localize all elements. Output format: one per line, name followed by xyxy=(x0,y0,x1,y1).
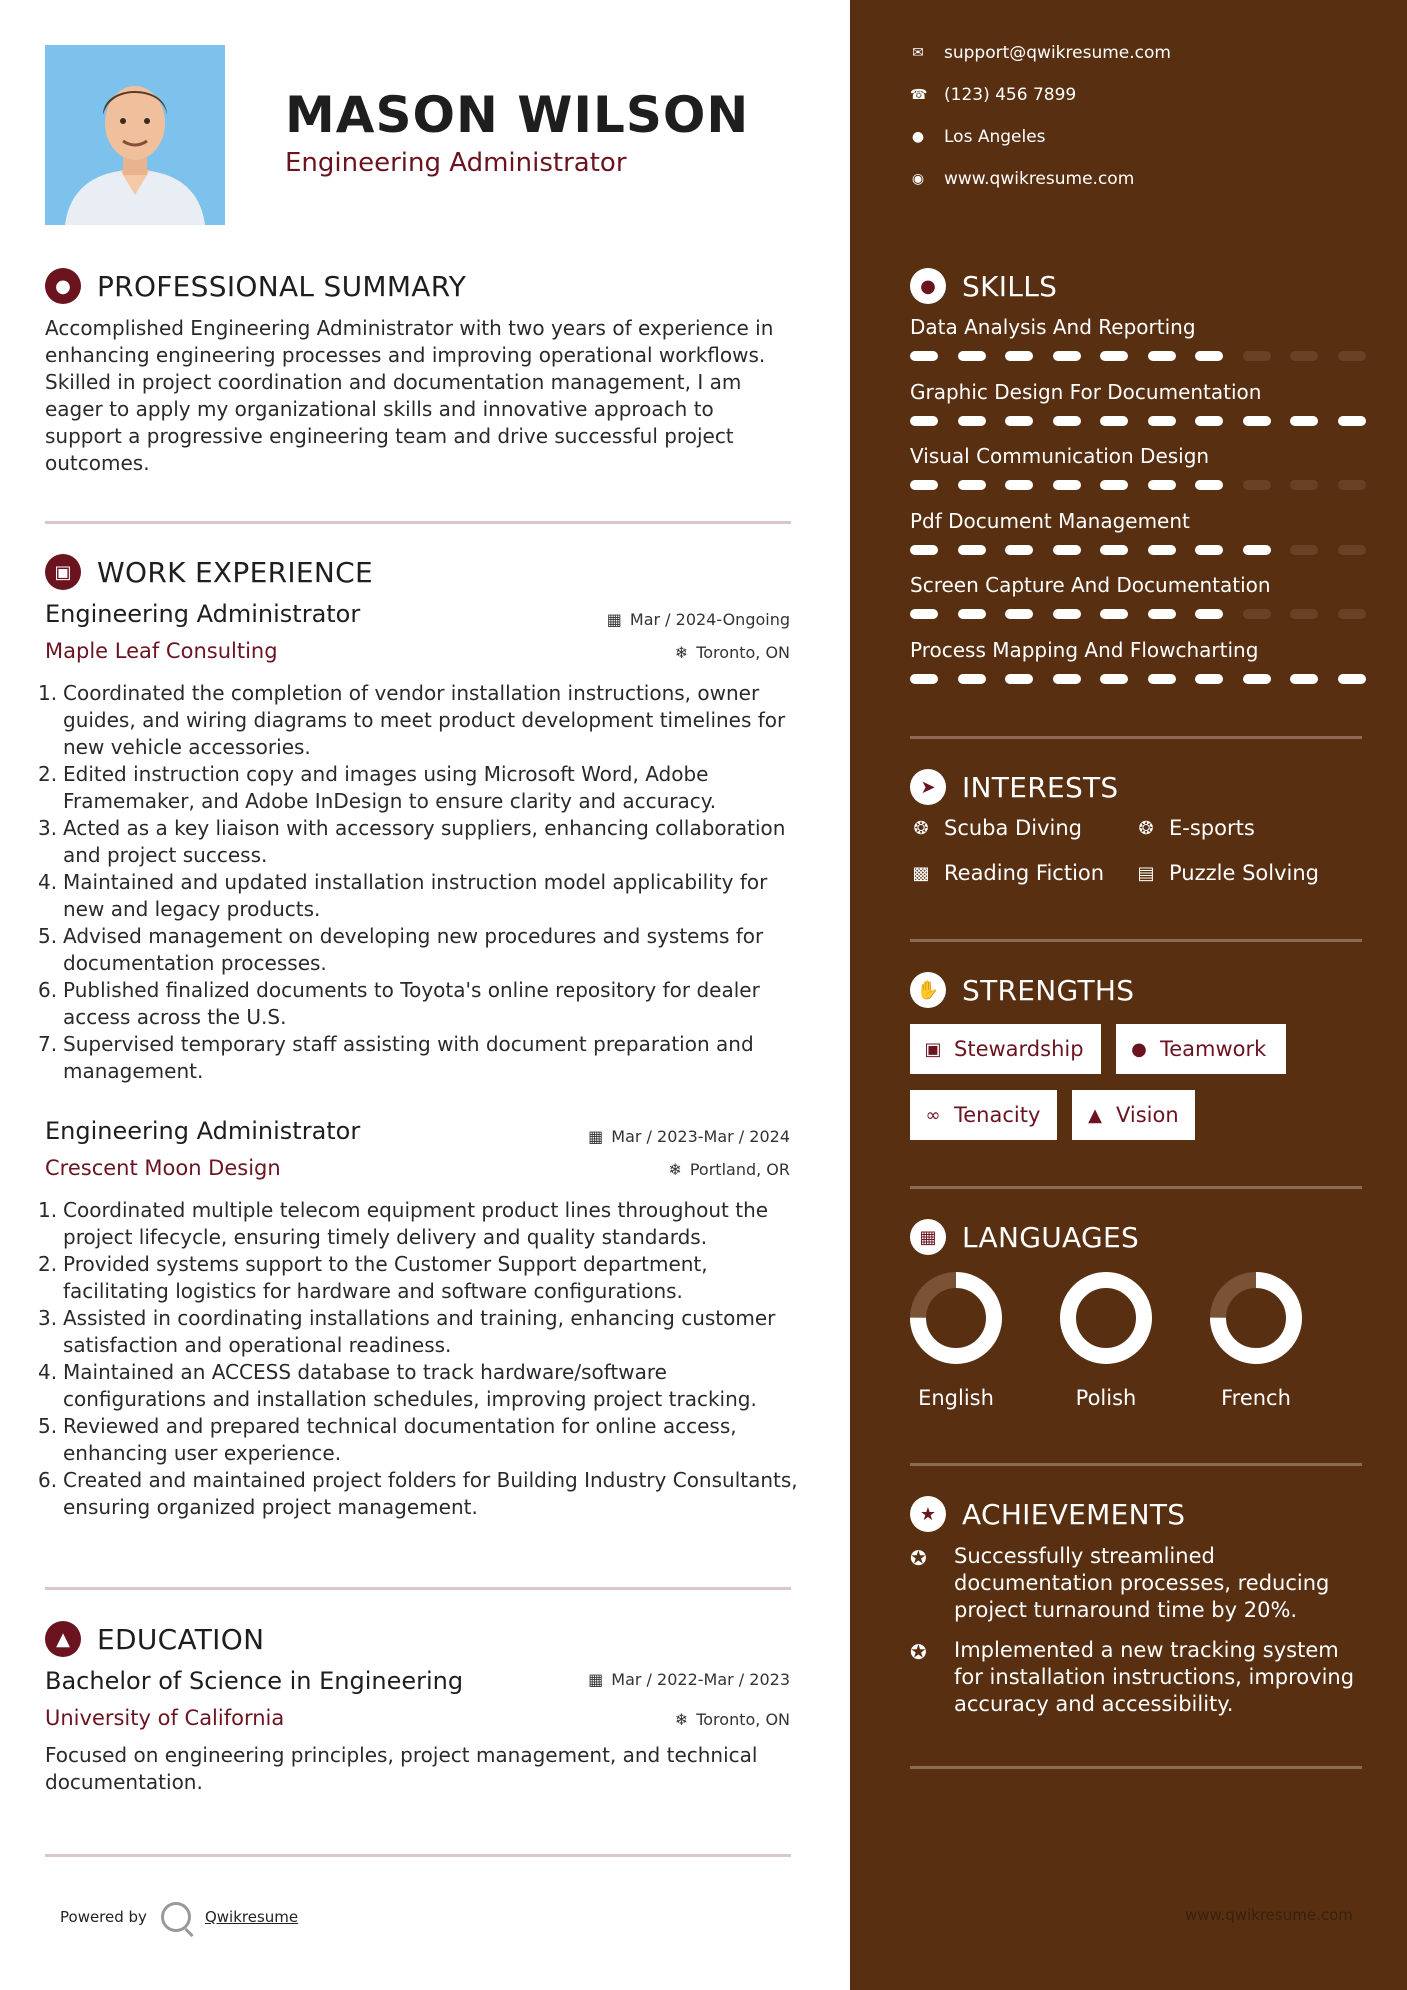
skill-level-bar xyxy=(910,480,1362,490)
languages-title: LANGUAGES xyxy=(962,1220,1140,1254)
pin-icon: ❄ xyxy=(674,1710,689,1729)
skills-title: SKILLS xyxy=(962,269,1058,303)
skill-name: Process Mapping And Flowcharting xyxy=(910,637,1259,662)
skill-segment xyxy=(1243,545,1271,555)
skill-segment xyxy=(910,480,938,490)
language-icon: ▦ xyxy=(910,1219,946,1255)
contact-website[interactable]: ◉ www.qwikresume.com xyxy=(911,169,1135,189)
skill-segment xyxy=(910,351,938,361)
job-location: ❄ Toronto, ON xyxy=(674,643,790,662)
contact-email[interactable]: ✉ support@qwikresume.com xyxy=(910,43,1171,63)
skill-segment xyxy=(1338,674,1366,684)
strengths-heading xyxy=(910,972,1134,1008)
lightbulb-icon: ● xyxy=(910,268,946,304)
list-item: 1. Coordinated multiple telecom equipment product lines throughout the project lifecycle, ensuring timely delivery and quality standards. xyxy=(38,1198,769,1249)
skill-segment xyxy=(1148,416,1176,426)
skill-segment xyxy=(1290,416,1318,426)
user-icon: ● xyxy=(45,268,81,304)
skill-segment xyxy=(1005,480,1033,490)
section-divider xyxy=(45,521,791,524)
skill-name: Pdf Document Management xyxy=(910,508,1190,533)
skill-segment xyxy=(1005,545,1033,555)
briefcase-icon: ▣ xyxy=(45,554,81,590)
skill-segment xyxy=(1053,545,1081,555)
paper-plane-icon: ➤ xyxy=(910,769,946,805)
pin-icon: ❄ xyxy=(674,643,689,662)
section-divider xyxy=(45,1587,791,1590)
skill-segment xyxy=(1100,480,1128,490)
skill-segment xyxy=(1338,480,1366,490)
strength-badge: ▲ Vision xyxy=(1072,1090,1195,1140)
sidebar xyxy=(850,0,1407,1990)
education-location: ❄ Toronto, ON xyxy=(674,1710,790,1729)
skill-segment xyxy=(1148,609,1176,619)
job-company: Crescent Moon Design xyxy=(45,1156,281,1180)
skill-segment xyxy=(1148,674,1176,684)
skill-name: Screen Capture And Documentation xyxy=(910,573,1271,597)
skill-segment xyxy=(958,545,986,555)
skill-segment xyxy=(1243,416,1271,426)
brand-link[interactable]: Qwikresume xyxy=(204,1908,299,1926)
skill-segment xyxy=(1338,609,1366,619)
skill-segment xyxy=(1338,545,1366,555)
skill-name: Graphic Design For Documentation xyxy=(910,379,1262,404)
envelope-icon: ✉ xyxy=(912,45,924,61)
list-item: 6. Published finalized documents to Toyota's online repository for dealer access across the U.S. xyxy=(38,978,760,1029)
skill-segment xyxy=(1005,674,1033,684)
skill-segment xyxy=(1053,416,1081,426)
achievement-item: ✪ Successfully streamlined documentation processes, reducing project turnaround time by 20%. xyxy=(910,1544,1330,1622)
section-divider xyxy=(910,1186,1362,1189)
skill-segment xyxy=(1290,545,1318,555)
achievements-title: ACHIEVEMENTS xyxy=(962,1497,1186,1531)
job-title: Engineering Administrator xyxy=(45,600,361,628)
list-item: 2. Provided systems support to the Customer Support department, facilitating logistics for hardware and software configurations. xyxy=(38,1252,708,1303)
skill-level-bar xyxy=(910,416,1362,426)
skill-level-bar xyxy=(910,609,1362,619)
skill-segment xyxy=(958,609,986,619)
skill-segment xyxy=(910,674,938,684)
language-ring xyxy=(908,1270,1004,1366)
skill-segment xyxy=(1338,416,1366,426)
map-pin-icon: ● xyxy=(911,129,925,145)
list-item: 2. Edited instruction copy and images using Microsoft Word, Adobe Framemaker, and Adobe InDesign to ensure clarity and accuracy. xyxy=(38,762,717,813)
skill-segment xyxy=(1195,674,1223,684)
calendar-icon: ▦ xyxy=(588,1670,604,1689)
summary-title: PROFESSIONAL SUMMARY xyxy=(97,269,467,303)
skill-segment xyxy=(1005,416,1033,426)
skill-segment xyxy=(1243,609,1271,619)
skill-segment xyxy=(1053,480,1081,490)
skill-segment xyxy=(1005,351,1033,361)
interest-item: ❂ Scuba Diving xyxy=(910,816,1082,840)
skill-segment xyxy=(1243,351,1271,361)
interest-item: ❂ E-sports xyxy=(1135,816,1255,840)
education-heading xyxy=(45,1621,264,1657)
experience-heading xyxy=(45,554,373,590)
life-ring-icon: ❂ xyxy=(913,817,929,839)
skill-segment xyxy=(1195,480,1223,490)
language-item xyxy=(1196,1270,1316,1410)
job-date: ▦ Mar / 2024-Ongoing xyxy=(606,610,790,629)
gamepad-icon: ▩ xyxy=(912,862,930,884)
list-item: 3. Assisted in coordinating installations and training, enhancing customer satisfaction and operational readiness. xyxy=(38,1306,776,1357)
education-title: EDUCATION xyxy=(97,1622,265,1656)
section-divider xyxy=(45,1854,791,1857)
job-bullets xyxy=(38,1197,798,1521)
language-ring xyxy=(1058,1270,1154,1366)
skill-name: Data Analysis And Reporting xyxy=(910,315,1196,339)
powered-by: Powered by Qwikresume xyxy=(60,1902,298,1932)
language-name: French xyxy=(1221,1386,1291,1410)
skill-segment xyxy=(958,480,986,490)
interests-heading xyxy=(910,769,1119,805)
section-divider xyxy=(910,1766,1362,1769)
star-icon: ★ xyxy=(910,1496,946,1532)
skill-level-bar xyxy=(910,545,1362,555)
skill-segment xyxy=(910,416,938,426)
achievement-item: ✪ Implemented a new tracking system for installation instructions, improving accuracy and accessibility. xyxy=(910,1638,1355,1716)
life-ring-icon: ❂ xyxy=(1138,817,1154,839)
skill-segment xyxy=(1243,674,1271,684)
degree-title: Bachelor of Science in Engineering xyxy=(45,1667,464,1695)
star-icon: ✪ xyxy=(910,1640,927,1664)
job-bullets xyxy=(38,680,798,1085)
skill-segment xyxy=(1195,545,1223,555)
skill-segment xyxy=(1053,609,1081,619)
list-item: 5. Advised management on developing new procedures and systems for documentation processes. xyxy=(38,924,764,975)
list-item: 4. Maintained and updated installation instruction model applicability for new and legacy products. xyxy=(38,870,768,921)
briefcase-icon: ▣ xyxy=(924,1038,942,1060)
strength-badge: ▣ Stewardship xyxy=(910,1024,1101,1074)
skill-segment xyxy=(1053,351,1081,361)
list-item: 4. Maintained an ACCESS database to track hardware/software configurations and installation schedules, improving project tracking. xyxy=(38,1360,757,1411)
job-location: ❄ Portland, OR xyxy=(668,1160,790,1179)
strength-badge: ∞ Tenacity xyxy=(910,1090,1057,1140)
skill-level-bar xyxy=(910,351,1362,361)
section-divider xyxy=(910,1463,1362,1466)
skill-segment xyxy=(910,609,938,619)
list-item: 5. Reviewed and prepared technical documentation for online access, enhancing user experience. xyxy=(38,1414,737,1465)
skill-segment xyxy=(1100,545,1128,555)
job-date: ▦ Mar / 2023-Mar / 2024 xyxy=(588,1127,790,1146)
calendar-icon: ▦ xyxy=(606,610,622,629)
skill-segment xyxy=(1148,351,1176,361)
graduation-cap-icon: ▲ xyxy=(45,1621,81,1657)
education-date: ▦ Mar / 2022-Mar / 2023 xyxy=(588,1670,790,1689)
language-name: Polish xyxy=(1075,1386,1137,1410)
skill-segment xyxy=(1290,609,1318,619)
skill-segment xyxy=(1195,416,1223,426)
skill-segment xyxy=(1148,480,1176,490)
skill-segment xyxy=(1148,545,1176,555)
skill-segment xyxy=(910,545,938,555)
experience-title: WORK EXPERIENCE xyxy=(97,555,373,589)
skill-segment xyxy=(1243,480,1271,490)
users-icon: ● xyxy=(1131,1038,1147,1060)
skills-heading xyxy=(910,268,1057,304)
link-icon: ∞ xyxy=(925,1104,941,1126)
skill-segment xyxy=(1290,674,1318,684)
skill-segment xyxy=(1195,609,1223,619)
fist-icon: ✋ xyxy=(910,972,946,1008)
skill-segment xyxy=(1100,674,1128,684)
skill-name: Visual Communication Design xyxy=(910,444,1210,468)
qwikresume-logo-icon xyxy=(161,1902,191,1932)
skill-segment xyxy=(958,674,986,684)
footer-site: www.qwikresume.com xyxy=(1185,1906,1353,1924)
skill-segment xyxy=(1100,351,1128,361)
language-item xyxy=(896,1270,1016,1410)
skill-segment xyxy=(1005,609,1033,619)
skill-segment xyxy=(1053,674,1081,684)
book-icon: ▤ xyxy=(1137,862,1155,884)
pin-icon: ❄ xyxy=(668,1160,682,1179)
skill-segment xyxy=(1338,351,1366,361)
interest-item: ▩ Reading Fiction xyxy=(910,861,1104,885)
candidate-name: MASON WILSON xyxy=(285,86,750,144)
languages-heading xyxy=(910,1219,1139,1255)
language-ring xyxy=(1208,1270,1304,1366)
strengths-title: STRENGTHS xyxy=(962,973,1135,1007)
job-title: Engineering Administrator xyxy=(45,1117,361,1145)
globe-icon: ◉ xyxy=(911,171,925,187)
binoculars-icon: ▲ xyxy=(1088,1104,1102,1126)
language-item xyxy=(1046,1270,1166,1410)
profile-photo xyxy=(45,45,225,225)
calendar-icon: ▦ xyxy=(588,1127,604,1146)
achievements-heading xyxy=(910,1496,1185,1532)
language-ring-fill xyxy=(1068,1280,1144,1356)
job-company: Maple Leaf Consulting xyxy=(45,639,278,663)
list-item: 3. Acted as a key liaison with accessory suppliers, enhancing collaboration and project success. xyxy=(38,816,786,867)
list-item: 1. Coordinated the completion of vendor installation instructions, owner guides, and wiring diagrams to meet product development timelines for new vehicle accessories. xyxy=(38,681,786,759)
contact-location: ● Los Angeles xyxy=(911,127,1046,147)
skill-level-bar xyxy=(910,674,1362,684)
summary-heading xyxy=(45,268,466,304)
star-icon: ✪ xyxy=(910,1546,927,1570)
school-name: University of California xyxy=(45,1706,285,1730)
strength-badge: ● Teamwork xyxy=(1116,1024,1286,1074)
phone-icon: ☎ xyxy=(910,87,928,103)
list-item: 6. Created and maintained project folders for Building Industry Consultants, ensuring organized project management. xyxy=(38,1468,798,1519)
skill-segment xyxy=(1100,609,1128,619)
list-item: 7. Supervised temporary staff assisting with document preparation and management. xyxy=(38,1032,754,1083)
skill-segment xyxy=(958,416,986,426)
summary-text: Accomplished Engineering Administrator with two years of experience in enhancing engineering processes and improving operational workflows. Skilled in project coordination and documentation management, I am eager to apply my organizational skills and innovative approach to support a progressive engineering team and drive successful project outcomes. xyxy=(45,316,774,475)
language-name: English xyxy=(918,1386,994,1410)
interest-item: ▤ Puzzle Solving xyxy=(1135,861,1319,885)
skill-segment xyxy=(958,351,986,361)
section-divider xyxy=(910,939,1362,942)
skill-segment xyxy=(1290,351,1318,361)
skill-segment xyxy=(1100,416,1128,426)
education-text: Focused on engineering principles, project management, and technical documentation. xyxy=(45,1743,758,1794)
interests-title: INTERESTS xyxy=(962,770,1119,804)
skill-segment xyxy=(1195,351,1223,361)
contact-phone[interactable]: ☎ (123) 456 7899 xyxy=(910,85,1077,105)
candidate-role: Engineering Administrator xyxy=(285,148,627,178)
section-divider xyxy=(910,736,1362,739)
skill-segment xyxy=(1290,480,1318,490)
